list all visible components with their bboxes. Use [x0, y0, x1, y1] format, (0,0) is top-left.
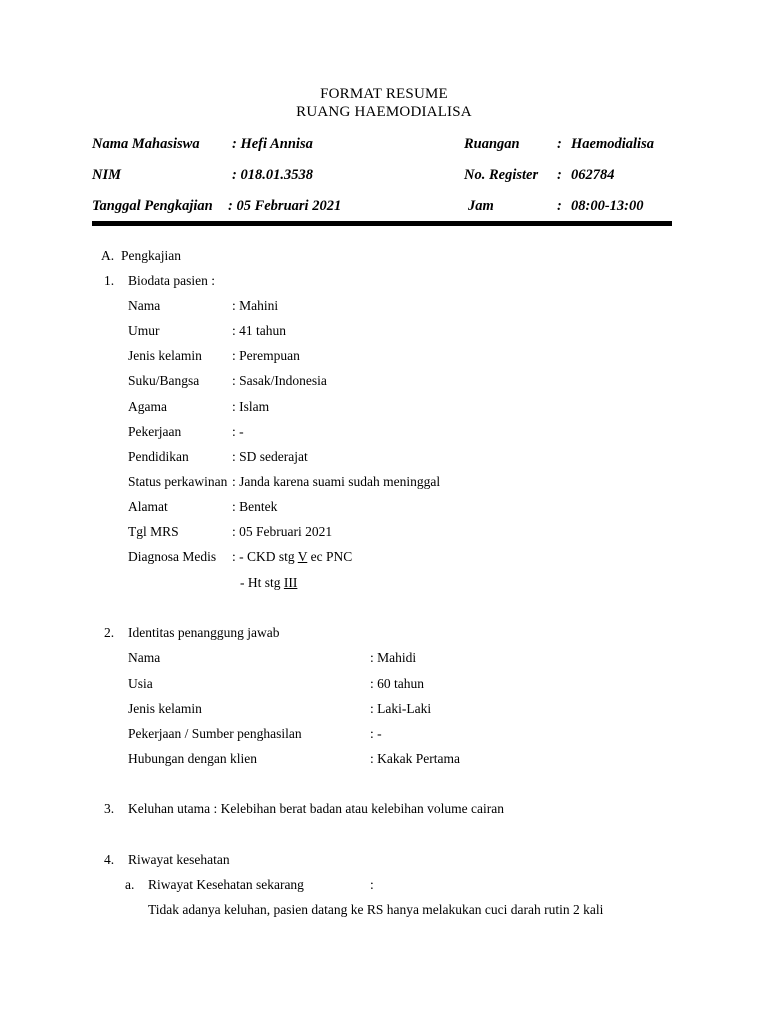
biodata-label: Pekerjaan — [128, 424, 182, 439]
diagnosa-1-suffix: ec PNC — [307, 549, 353, 564]
penanggung-value: : Laki-Laki — [370, 701, 432, 716]
ruangan-label: Ruangan — [464, 136, 520, 152]
biodata-label: Pendidikan — [128, 449, 189, 464]
biodata-value: : Bentek — [232, 499, 278, 514]
biodata-label: Agama — [128, 399, 167, 414]
jam-value: 08:00-13:00 — [571, 198, 644, 214]
biodata-value: : Sasak/Indonesia — [232, 373, 327, 388]
nama-mahasiswa-value: : Hefi Annisa — [232, 136, 313, 152]
biodata-number: 1. — [104, 273, 115, 288]
document-title: FORMAT RESUME — [320, 86, 448, 102]
diagnosa-label: Diagnosa Medis — [128, 549, 217, 564]
biodata-value: : 41 tahun — [232, 323, 286, 338]
biodata-label: Jenis kelamin — [128, 348, 202, 363]
diagnosa-2-stage: III — [283, 575, 298, 590]
penanggung-label: Hubungan dengan klien — [128, 751, 257, 766]
diagnosa-2-prefix: - Ht stg — [240, 575, 284, 590]
keluhan-text: Keluhan utama : Kelebihan berat badan atau kelebihan volume cairan — [128, 801, 504, 816]
riwayat-text: Tidak adanya keluhan, pasien datang ke RS hanya melakukan cuci darah rutin 2 kali — [148, 902, 604, 917]
keluhan-number: 3. — [104, 801, 115, 816]
penanggung-label: Pekerjaan / Sumber penghasilan — [128, 726, 302, 741]
diagnosa-1-prefix: : - CKD stg — [232, 549, 298, 564]
biodata-value: : Islam — [232, 399, 270, 414]
tanggal-pengkajian-value: : 05 Februari 2021 — [228, 198, 342, 214]
tanggal-pengkajian-label: Tanggal Pengkajian — [92, 198, 213, 214]
document-subtitle: RUANG HAEMODIALISA — [296, 104, 472, 120]
penanggung-number: 2. — [104, 625, 115, 640]
diagnosa-value-2 — [240, 575, 297, 591]
riwayat-sub-marker: a. — [125, 877, 135, 892]
no-register-value: 062784 — [571, 167, 615, 183]
penanggung-title: Identitas penanggung jawab — [128, 625, 280, 640]
penanggung-label: Jenis kelamin — [128, 701, 202, 716]
no-register-label: No. Register — [464, 167, 539, 183]
section-a-marker: A. — [101, 248, 115, 263]
nim-value: : 018.01.3538 — [232, 167, 313, 183]
section-a-title: Pengkajian — [121, 248, 181, 263]
biodata-label: Nama — [128, 298, 161, 313]
header-divider — [92, 221, 672, 226]
riwayat-sub-title: Riwayat Kesehatan sekarang — [148, 877, 304, 892]
biodata-value: : 05 Februari 2021 — [232, 524, 333, 539]
biodata-value: : Perempuan — [232, 348, 300, 363]
biodata-label: Status perkawinan — [128, 474, 228, 489]
jam-label: Jam — [468, 198, 494, 214]
penanggung-label: Usia — [128, 676, 153, 691]
riwayat-title: Riwayat kesehatan — [128, 852, 230, 867]
penanggung-value: : Mahidi — [370, 650, 417, 665]
no-register-sep: : — [557, 167, 562, 183]
nim-label: NIM — [92, 167, 122, 183]
biodata-value: : Mahini — [232, 298, 279, 313]
penanggung-value: : - — [370, 726, 382, 741]
penanggung-value: : Kakak Pertama — [370, 751, 460, 766]
biodata-value: : - — [232, 424, 244, 439]
ruangan-sep: : — [557, 136, 562, 152]
jam-sep: : — [557, 198, 562, 214]
biodata-label: Alamat — [128, 499, 168, 514]
ruangan-value: Haemodialisa — [571, 136, 654, 152]
penanggung-value: : 60 tahun — [370, 676, 424, 691]
diagnosa-value-1 — [232, 549, 352, 565]
riwayat-number: 4. — [104, 852, 115, 867]
riwayat-sub-colon: : — [370, 877, 374, 892]
biodata-value: : Janda karena suami sudah meninggal — [232, 474, 441, 489]
nama-mahasiswa-label: Nama Mahasiswa — [92, 136, 200, 152]
penanggung-label: Nama — [128, 650, 161, 665]
diagnosa-1-stage: V — [297, 549, 308, 564]
biodata-label: Umur — [128, 323, 160, 338]
biodata-value: : SD sederajat — [232, 449, 308, 464]
biodata-label: Tgl MRS — [128, 524, 179, 539]
biodata-title: Biodata pasien : — [128, 273, 215, 288]
biodata-label: Suku/Bangsa — [128, 373, 200, 388]
